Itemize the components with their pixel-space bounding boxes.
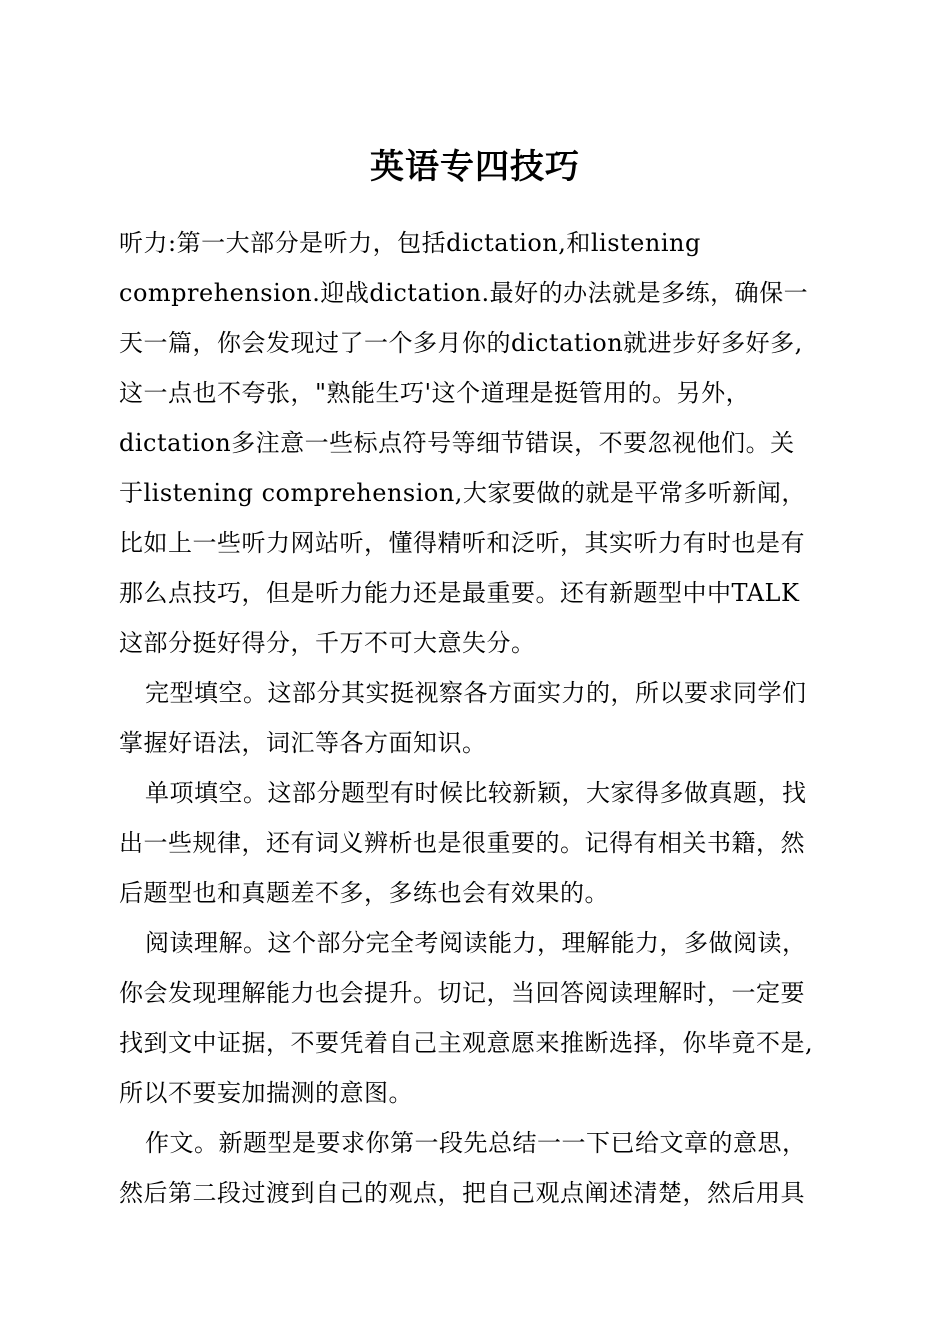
body-line: 后题型也和真题差不多，多练也会有效果的。 [119, 879, 609, 907]
body-line: 掌握好语法，词汇等各方面知识。 [119, 729, 487, 757]
body-line: 天一篇，你会发现过了一个多月你的dictation就进步好多好多, [119, 329, 803, 357]
body-line: comprehension.迎战dictation.最好的办法就是多练，确保一 [119, 279, 809, 307]
body-line: 听力:第一大部分是听力，包括dictation,和listening [119, 229, 701, 257]
body-line: 这一点也不夸张，"熟能生巧'这个道理是挺管用的。另外， [119, 379, 751, 407]
body-line: 你会发现理解能力也会提升。切记，当回答阅读理解时，一定要 [119, 979, 805, 1007]
body-line: 比如上一些听力网站听，懂得精听和泛听，其实听力有时也是有 [119, 529, 805, 557]
body-line: 作文。新题型是要求你第一段先总结一一下已给文章的意思， [145, 1129, 807, 1157]
body-line: 这部分挺好得分，千万不可大意失分。 [119, 629, 536, 657]
document-title: 英语专四技巧 [370, 147, 580, 187]
body-line: 所以不要妄加揣测的意图。 [119, 1079, 413, 1107]
body-line: 阅读理解。这个部分完全考阅读能力，理解能力，多做阅读， [145, 929, 807, 957]
body-line: 单项填空。这部分题型有时候比较新颖，大家得多做真题，找 [145, 779, 807, 807]
body-line: dictation多注意一些标点符号等细节错误，不要忽视他们。关 [119, 429, 795, 457]
body-line: 找到文中证据，不要凭着自己主观意愿来推断选择，你毕竟不是, [119, 1029, 814, 1057]
body-line: 于listening comprehension,大家要做的就是平常多听新闻， [119, 479, 806, 507]
body-line: 然后第二段过渡到自己的观点，把自己观点阐述清楚，然后用具 [119, 1179, 805, 1207]
body-line: 那么点技巧，但是听力能力还是最重要。还有新题型中中TALK [119, 579, 800, 607]
body-line: 完型填空。这部分其实挺视察各方面实力的，所以要求同学们 [145, 679, 807, 707]
body-line: 出一些规律，还有词义辨析也是很重要的。记得有相关书籍，然 [119, 829, 805, 857]
